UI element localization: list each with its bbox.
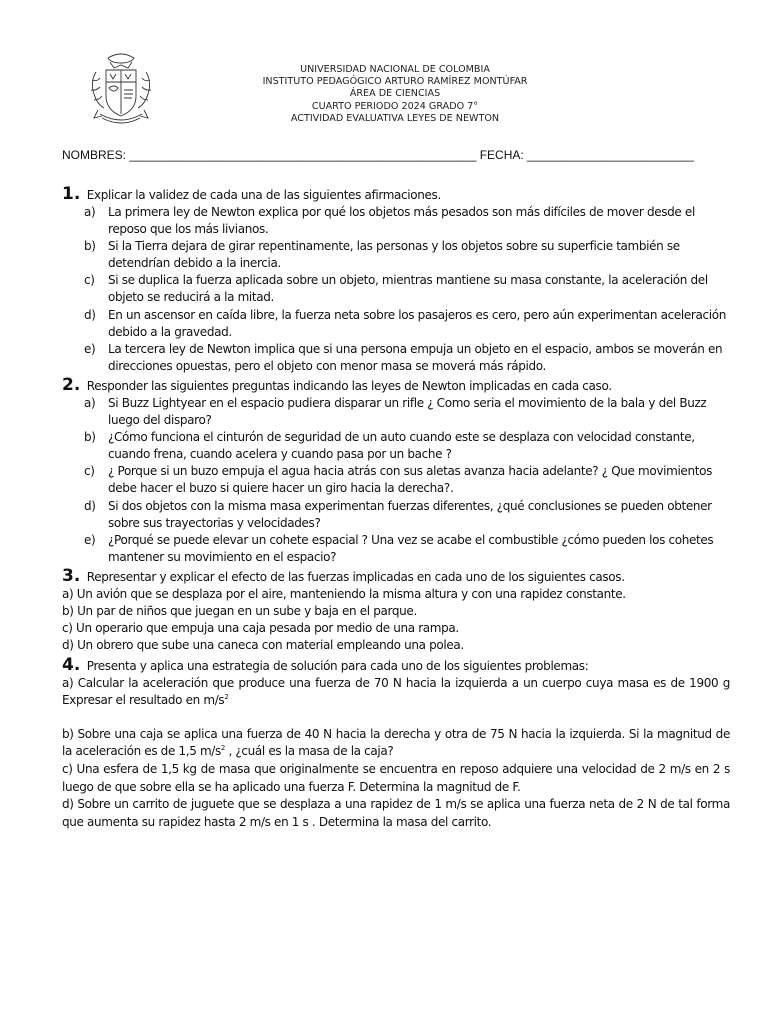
header-period: CUARTO PERIODO 2024 GRADO 7° bbox=[311, 100, 479, 112]
question-2 bbox=[62, 374, 730, 395]
header-activity: ACTIVIDAD EVALUATIVA LEYES DE NEWTON bbox=[290, 112, 500, 124]
item-marker: c) bbox=[84, 464, 95, 479]
list-item: c) Un operario que empuja una caja pesada por medio de una rampa. bbox=[62, 621, 459, 636]
question-4 bbox=[62, 654, 730, 675]
exponent: 2 bbox=[220, 744, 225, 753]
item-marker: e) bbox=[84, 532, 96, 547]
list-item: b) Un par de niños que juegan en un sube y baja en el parque. bbox=[62, 604, 417, 619]
item-marker: d) bbox=[84, 307, 96, 322]
item-marker: e) bbox=[84, 341, 96, 356]
item-text: Si la Tierra dejara de girar repentinamente, las personas y los objetos sobre su superficie también se detendrían debido a la inercia. bbox=[108, 239, 680, 271]
item-text: ¿ Porque si un buzo empuja el agua hacia atrás con sus aletas avanza hacia adelante? ¿ Que movimientos debe hacer el buzo si quiere hacer un giro hacia la derecha?. bbox=[108, 464, 712, 496]
document-body bbox=[62, 186, 730, 831]
item-text: La primera ley de Newton explica por qué los objetos más pesados son más difíciles de mover desde el reposo que los más livianos. bbox=[108, 205, 695, 237]
list-item bbox=[62, 463, 730, 497]
problem-b bbox=[62, 726, 730, 761]
header-institute: INSTITUTO PEDAGÓGICO ARTURO RAMÍREZ MONTÚFAR bbox=[262, 76, 528, 88]
item-text: ¿Porqué se puede elevar un cohete espacial ? Una vez se acabe el combustible ¿cómo pueden los cohetes mantener su movimiento en el espacio? bbox=[108, 532, 714, 564]
name-date-field: NOMBRES: ____________________________________________________ FECHA: _________________________ bbox=[62, 148, 694, 162]
item-marker: c) bbox=[84, 273, 95, 288]
list-item bbox=[62, 395, 730, 429]
question-number: 4. bbox=[62, 654, 81, 675]
question-2-list bbox=[62, 395, 730, 566]
question-3 bbox=[62, 565, 730, 586]
question-number: 1. bbox=[62, 184, 81, 204]
item-marker: a) bbox=[84, 395, 96, 410]
item-text: La tercera ley de Newton implica que si una persona empuja un objeto en el espacio, ambos se moverán en direcciones opuestas, pero el objeto con menor masa se moverá más rápido. bbox=[108, 341, 723, 373]
item-marker: d) bbox=[84, 498, 96, 513]
problem-b-end: , ¿cuál es la masa de la caja? bbox=[225, 744, 394, 759]
question-number: 3. bbox=[62, 565, 81, 586]
exponent: 2 bbox=[224, 693, 229, 702]
question-text: Explicar la validez de cada una de las siguientes afirmaciones. bbox=[86, 188, 441, 202]
item-marker: b) bbox=[84, 239, 96, 254]
problem-d: d) Sobre un carrito de juguete que se desplaza a una rapidez de 1 m/s se aplica una fuerza neta de 2 N de tal forma que aumenta su rapidez hasta 2 m/s en 1 s . Determina la masa del carrito. bbox=[62, 797, 730, 829]
spacer bbox=[62, 710, 730, 726]
list-item bbox=[62, 307, 730, 341]
item-text: Si dos objetos con la misma masa experimentan fuerzas diferentes, ¿qué conclusiones se pueden obtener sobre sus trayectorias y velocidades? bbox=[108, 498, 712, 530]
list-item bbox=[62, 429, 730, 463]
question-text: Presenta y aplica una estrategia de solución para cada uno de los siguientes problemas: bbox=[86, 658, 589, 673]
list-item bbox=[62, 272, 730, 306]
document-header bbox=[190, 64, 600, 125]
question-text: Representar y explicar el efecto de las fuerzas implicadas en cada uno de los siguientes casos. bbox=[86, 569, 625, 584]
item-text: Si Buzz Lightyear en el espacio pudiera disparar un rifle ¿ Como seria el movimiento de la bala y del Buzz luego del disparo? bbox=[108, 395, 707, 428]
problem-b-text: b) Sobre una caja se aplica una fuerza de 40 N hacia la derecha y otra de 75 N hacia la izquierda. Si la magnitud de la aceleración es de 1,5 m/s bbox=[62, 726, 730, 759]
question-1 bbox=[62, 186, 730, 204]
list-item: a) Un avión que se desplaza por el aire, manteniendo la misma altura y con una rapidez constante. bbox=[62, 586, 626, 601]
list-item bbox=[62, 532, 730, 566]
problem-a-text: a) Calcular la aceleración que produce una fuerza de 70 N hacia la izquierda a un cuerpo cuya masa es de 1900 g Expresar el resultado en m/s bbox=[62, 675, 730, 708]
item-text: ¿Cómo funciona el cinturón de seguridad de un auto cuando este se desplaza con velocidad constante, cuando frena, cuando acelera y cuando pasa por un bache ? bbox=[108, 430, 695, 462]
header-area: ÁREA DE CIENCIAS bbox=[349, 88, 441, 100]
university-seal-icon bbox=[88, 52, 154, 128]
item-marker: b) bbox=[84, 430, 96, 445]
header-university: UNIVERSIDAD NACIONAL DE COLOMBIA bbox=[300, 64, 490, 75]
question-number: 2. bbox=[62, 374, 81, 395]
item-marker: a) bbox=[84, 205, 96, 219]
list-item bbox=[62, 204, 730, 238]
list-item: d) Un obrero que sube una caneca con material empleando una polea. bbox=[62, 638, 464, 653]
item-text: Si se duplica la fuerza aplicada sobre un objeto, mientras mantiene su masa constante, la aceleración del objeto se reducirá a la mitad. bbox=[108, 273, 708, 305]
problem-c: c) Una esfera de 1,5 kg de masa que originalmente se encuentra en reposo adquiere una velocidad de 2 m/s en 2 s luego de que sobre ella se ha aplicado una fuerza F. Determina la magnitud de F. bbox=[62, 762, 730, 794]
question-text: Responder las siguientes preguntas indicando las leyes de Newton implicadas en cada caso. bbox=[86, 378, 612, 393]
list-item bbox=[62, 341, 730, 375]
list-item bbox=[62, 498, 730, 532]
question-1-list bbox=[62, 204, 730, 375]
item-text: En un ascensor en caída libre, la fuerza neta sobre los pasajeros es cero, pero aún experimentan aceleración debido a la gravedad. bbox=[108, 307, 726, 339]
problem-a bbox=[62, 675, 730, 710]
list-item bbox=[62, 238, 730, 272]
